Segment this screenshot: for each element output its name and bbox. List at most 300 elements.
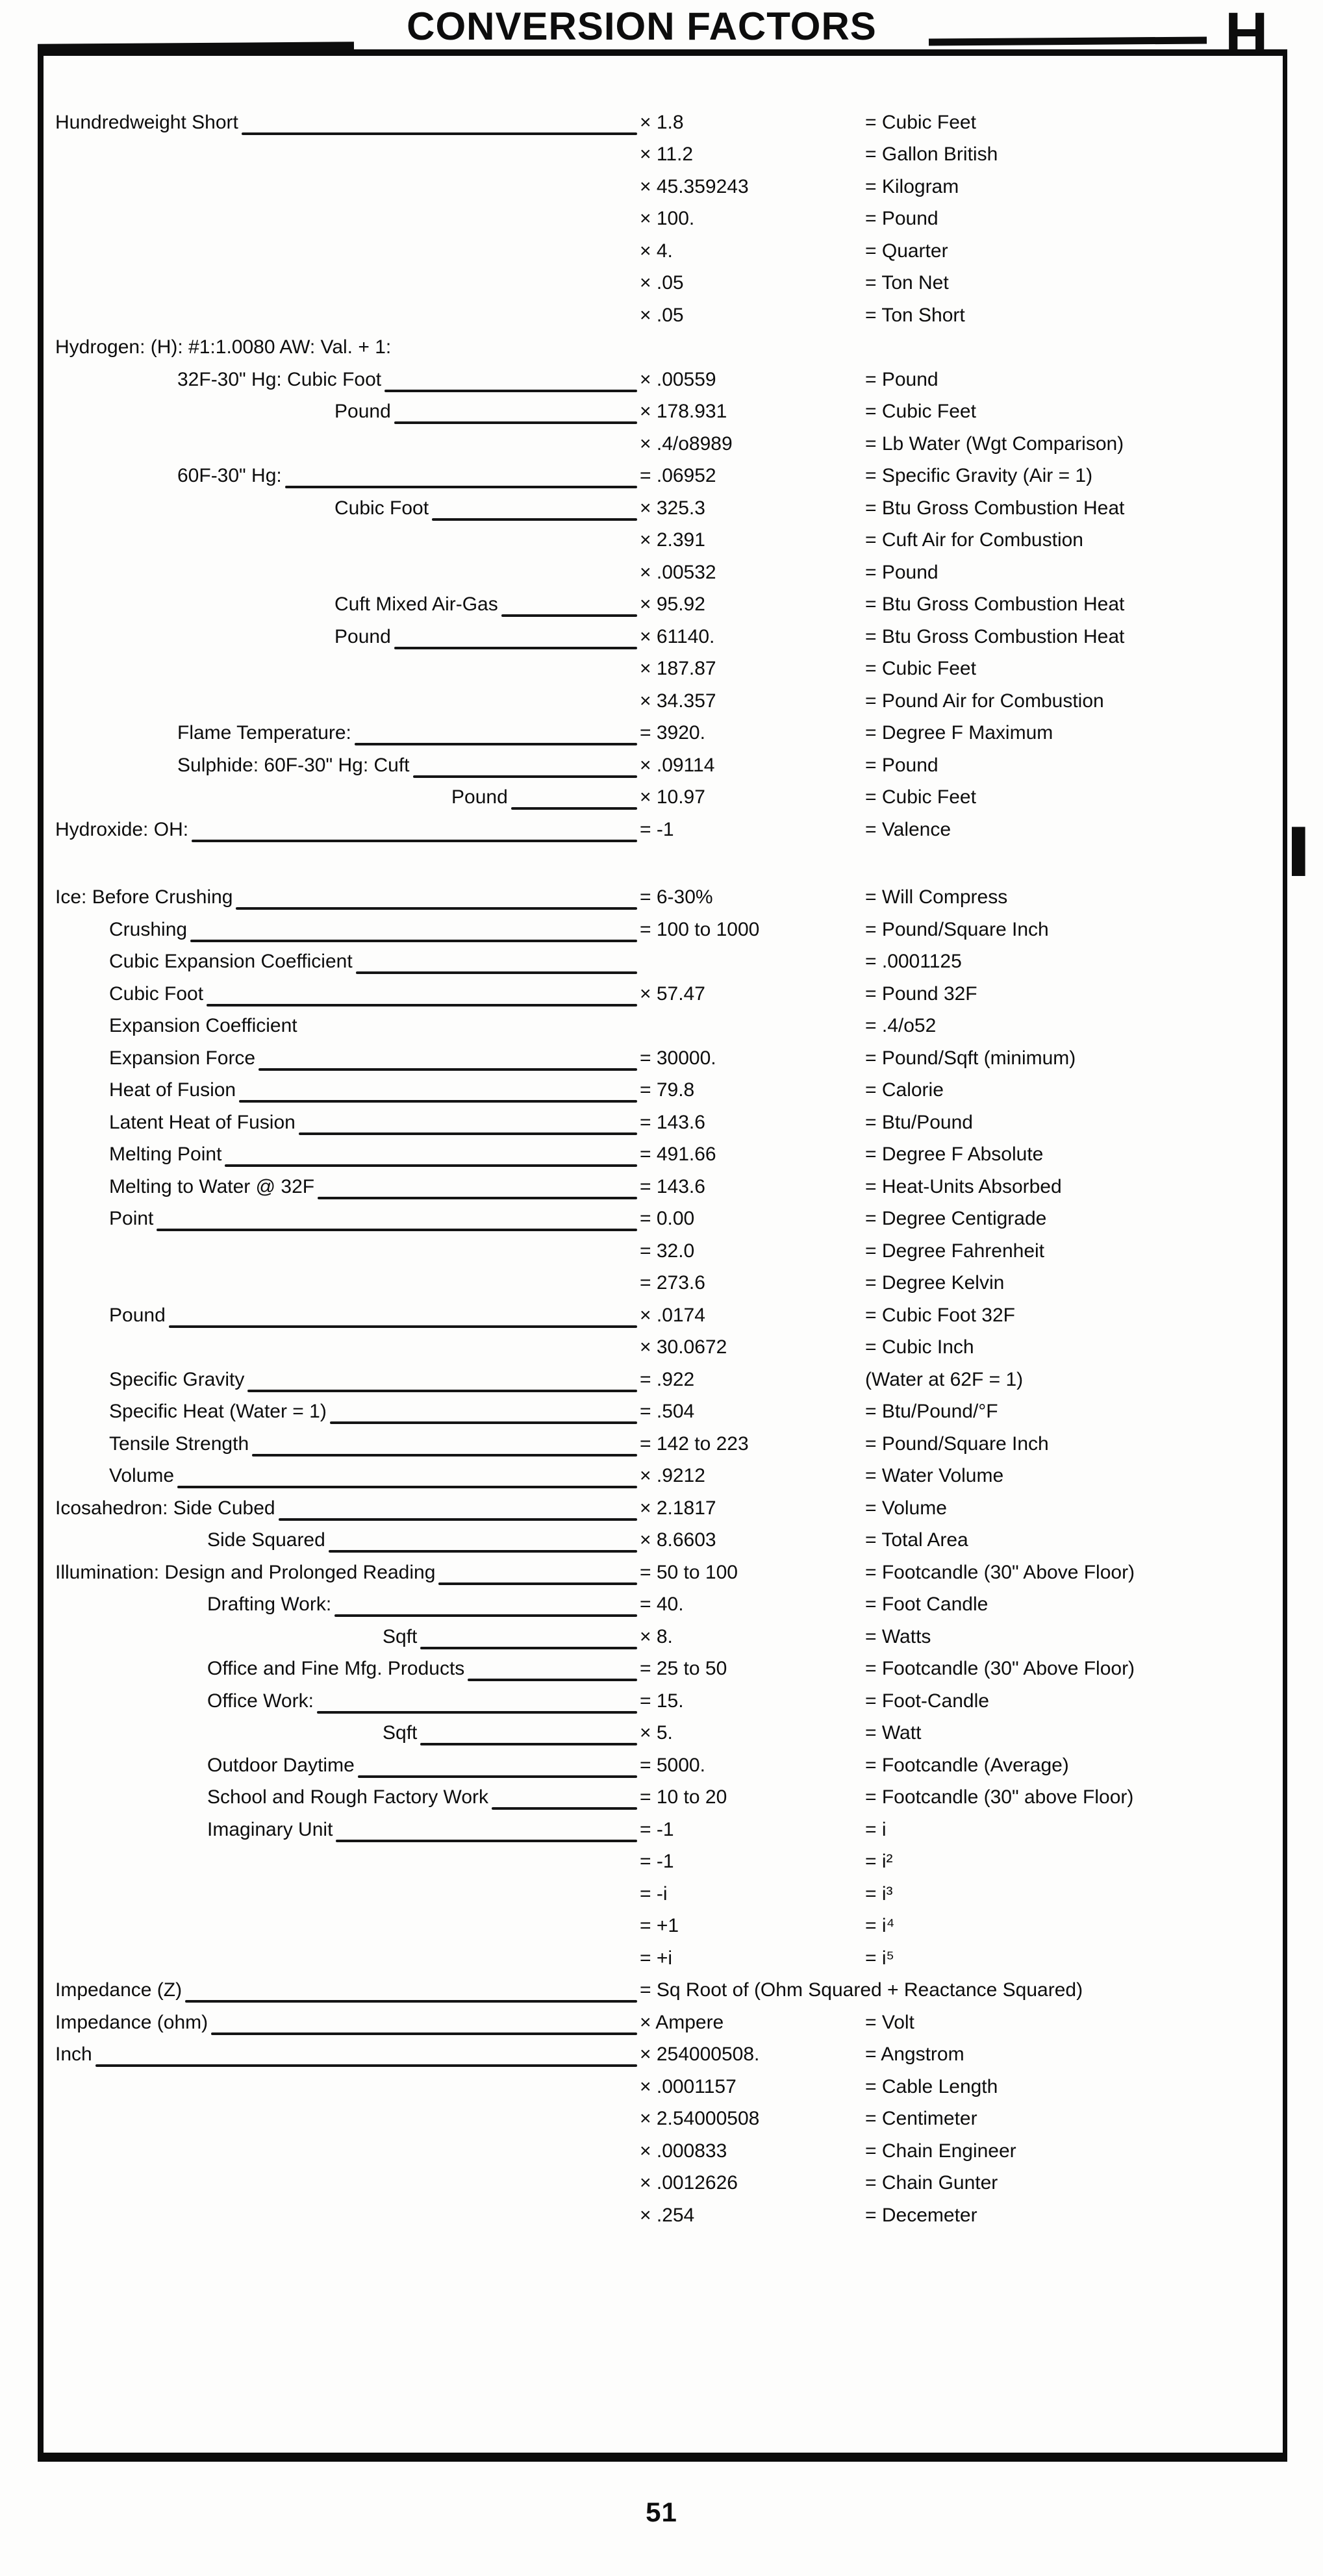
row-factor-value: = 10 to 20 xyxy=(640,1786,727,1808)
row-result-unit: = Degree Kelvin xyxy=(865,1272,1005,1294)
leader-line xyxy=(55,1878,640,1910)
table-row xyxy=(55,396,1283,429)
row-label-zone xyxy=(55,1557,640,1589)
row-label-zone xyxy=(55,1846,640,1879)
row-label-zone xyxy=(55,1428,640,1460)
row-result-unit: = Volt xyxy=(865,2011,914,2033)
table-row xyxy=(55,882,1283,914)
leader-line xyxy=(203,978,640,1010)
row-factor-value: × 10.97 xyxy=(640,786,705,808)
table-row xyxy=(55,1782,1283,1814)
table-row xyxy=(55,2039,1283,2071)
table-row xyxy=(55,2007,1283,2039)
row-label-zone xyxy=(55,1621,640,1653)
row-factor-value: = 100 to 1000 xyxy=(640,918,760,940)
leader-line xyxy=(498,589,640,621)
row-factor-value: = 30000. xyxy=(640,1047,716,1069)
row-label-zone xyxy=(55,1299,640,1332)
row-label-zone xyxy=(55,1589,640,1621)
row-result-unit: = Btu/Pound/°F xyxy=(865,1401,998,1423)
table-row xyxy=(55,428,1283,460)
row-factor-value: × 61140. xyxy=(640,625,715,647)
leader-line xyxy=(55,1268,640,1300)
row-result-unit: = Btu Gross Combustion Heat xyxy=(865,497,1125,519)
row-result-unit: = Angstrom xyxy=(865,2044,964,2066)
leader-line xyxy=(381,364,640,396)
row-result-unit: = Cubic Inch xyxy=(865,1336,974,1358)
index-letter-h: H xyxy=(1225,1,1268,67)
row-factor-value: × .9212 xyxy=(640,1465,705,1487)
row-result-unit: = Will Compress xyxy=(865,886,1008,908)
leader-line xyxy=(249,1428,640,1460)
row-label-zone xyxy=(55,1782,640,1814)
row-label-zone xyxy=(55,1396,640,1429)
row-label: Pound xyxy=(334,401,391,423)
row-factor-value: = -1 xyxy=(640,1818,674,1840)
row-factor-value: × 1.8 xyxy=(640,111,684,133)
row-label-zone xyxy=(55,749,640,782)
table-row xyxy=(55,1685,1283,1718)
row-result-unit: = Watts xyxy=(865,1625,931,1647)
row-label: Ice: Before Crushing xyxy=(55,886,233,908)
row-label: Flame Temperature: xyxy=(177,722,351,744)
row-factor-value: × 325.3 xyxy=(640,497,705,519)
row-factor-value: = 79.8 xyxy=(640,1079,695,1101)
row-label-zone xyxy=(55,1332,640,1364)
leader-line xyxy=(174,1460,640,1493)
row-label-zone xyxy=(55,782,640,814)
row-label-zone xyxy=(55,1942,640,1975)
row-factor-value: × .0012626 xyxy=(640,2172,738,2194)
row-label-zone xyxy=(55,492,640,525)
row-label: Imaginary Unit xyxy=(207,1818,333,1840)
leader-line xyxy=(325,1525,640,1557)
row-factor-value: = .06952 xyxy=(640,465,716,487)
row-label-zone xyxy=(55,460,640,493)
leader-line xyxy=(314,1171,640,1203)
table-row xyxy=(55,203,1283,236)
row-factor-value: = 32.0 xyxy=(640,1240,695,1262)
row-factor-value: = Sq Root of (Ohm Squared + Reactance Squared) xyxy=(640,1979,1083,2001)
row-factor-value: × .4/o8989 xyxy=(640,432,733,455)
table-row xyxy=(55,268,1283,300)
leader-line xyxy=(391,332,640,364)
table-row xyxy=(55,589,1283,621)
leader-line xyxy=(55,203,640,236)
row-factor-value: × 2.391 xyxy=(640,529,705,551)
row-label: Volume xyxy=(109,1465,175,1487)
row-result-unit: = Pound Air for Combustion xyxy=(865,690,1104,712)
row-result-unit: = Degree F Absolute xyxy=(865,1144,1044,1166)
table-row xyxy=(55,1332,1283,1364)
row-label-zone xyxy=(55,1685,640,1718)
row-result-unit: = Pound xyxy=(865,208,939,230)
table-row xyxy=(55,914,1283,946)
row-factor-value: × 45.359243 xyxy=(640,175,749,197)
table-row xyxy=(55,492,1283,525)
row-label: Impedance (Z) xyxy=(55,1979,183,2001)
table-row xyxy=(55,1589,1283,1621)
row-factor-value: × 4. xyxy=(640,240,673,262)
row-label-zone xyxy=(55,556,640,589)
row-label-zone xyxy=(55,978,640,1010)
row-result-unit: = Foot-Candle xyxy=(865,1690,989,1712)
row-label-zone xyxy=(55,1910,640,1943)
row-label-zone xyxy=(55,589,640,621)
row-result-unit: = Degree Fahrenheit xyxy=(865,1240,1045,1262)
row-factor-value: × .05 xyxy=(640,304,684,326)
leader-line xyxy=(92,2039,640,2071)
row-result-unit: = Lb Water (Wgt Comparison) xyxy=(865,432,1124,455)
table-row xyxy=(55,621,1283,653)
table-row xyxy=(55,1010,1283,1043)
row-result-unit: = i³ xyxy=(865,1882,893,1905)
row-label: Office Work: xyxy=(207,1690,314,1712)
row-label-zone xyxy=(55,1107,640,1139)
table-row xyxy=(55,1428,1283,1460)
row-label-zone xyxy=(55,235,640,268)
leader-line xyxy=(55,171,640,203)
table-row xyxy=(55,1621,1283,1653)
row-factor-value: = 6-30% xyxy=(640,886,713,908)
row-label-zone xyxy=(55,2007,640,2039)
table-row xyxy=(55,364,1283,396)
table-row xyxy=(55,106,1283,139)
row-result-unit: = Btu Gross Combustion Heat xyxy=(865,625,1125,647)
row-label-zone xyxy=(55,1814,640,1846)
row-label: Tensile Strength xyxy=(109,1432,249,1455)
table-row xyxy=(55,1718,1283,1750)
leader-line xyxy=(55,556,640,589)
leader-line xyxy=(391,396,640,429)
row-label: Expansion Coefficient xyxy=(109,1015,297,1037)
table-row xyxy=(55,556,1283,589)
table-row xyxy=(55,2103,1283,2136)
row-result-unit: = Btu/Pound xyxy=(865,1111,973,1133)
row-factor-value: = .504 xyxy=(640,1401,695,1423)
row-label-zone xyxy=(55,396,640,429)
row-result-unit: = Pound/Square Inch xyxy=(865,1432,1049,1455)
row-result-unit: = i⁵ xyxy=(865,1947,894,1969)
table-row xyxy=(55,1075,1283,1107)
page-number: 51 xyxy=(646,2497,677,2527)
row-result-unit: = Heat-Units Absorbed xyxy=(865,1175,1062,1197)
table-row xyxy=(55,2199,1283,2232)
leader-line xyxy=(233,882,640,914)
row-label-zone xyxy=(55,203,640,236)
row-result-unit: = i⁴ xyxy=(865,1915,895,1937)
row-result-unit: = Cubic Feet xyxy=(865,658,976,680)
row-label-zone xyxy=(55,2103,640,2136)
table-row xyxy=(55,1942,1283,1975)
row-result-unit: = Degree F Maximum xyxy=(865,722,1053,744)
row-factor-value: × .00532 xyxy=(640,561,716,583)
row-label-zone xyxy=(55,914,640,946)
table-row xyxy=(55,1749,1283,1782)
row-result-unit: = i xyxy=(865,1818,887,1840)
row-label: Drafting Work: xyxy=(207,1594,332,1616)
table-row xyxy=(55,946,1283,979)
row-result-unit: = Cubic Feet xyxy=(865,401,976,423)
row-label: Sulphide: 60F-30" Hg: Cuft xyxy=(177,754,410,776)
row-factor-value: = +i xyxy=(640,1947,673,1969)
row-label: Pound xyxy=(109,1304,166,1326)
leader-line xyxy=(55,428,640,460)
leader-line xyxy=(410,749,640,782)
row-label: Cubic Foot xyxy=(334,497,429,519)
leader-line xyxy=(244,1364,640,1396)
leader-line xyxy=(417,1718,640,1750)
row-factor-value: = -i xyxy=(640,1882,668,1905)
row-result-unit: = Pound 32F xyxy=(865,982,977,1005)
table-row xyxy=(55,2168,1283,2200)
row-factor-value: × 100. xyxy=(640,208,695,230)
row-label: Pound xyxy=(451,786,508,808)
leader-line xyxy=(55,2103,640,2136)
leader-line xyxy=(188,814,640,846)
row-label-zone xyxy=(55,1235,640,1268)
row-label-zone xyxy=(55,1718,640,1750)
row-label: Office and Fine Mfg. Products xyxy=(207,1658,465,1680)
row-factor-value: = 0.00 xyxy=(640,1208,695,1230)
leader-line xyxy=(238,106,640,139)
row-label: Crushing xyxy=(109,918,188,940)
leader-line xyxy=(187,914,640,946)
table-row xyxy=(55,1910,1283,1943)
row-factor-value: × 95.92 xyxy=(640,594,705,616)
row-label: Icosahedron: Side Cubed xyxy=(55,1497,275,1519)
leader-line xyxy=(55,2199,640,2232)
row-factor-value: = -1 xyxy=(640,818,674,840)
row-label: Illumination: Design and Prolonged Reading xyxy=(55,1561,436,1583)
leader-line xyxy=(55,1235,640,1268)
table-row xyxy=(55,1814,1283,1846)
row-label: Inch xyxy=(55,2044,92,2066)
leader-line xyxy=(55,653,640,686)
row-label-zone xyxy=(55,139,640,171)
row-result-unit: = Watt xyxy=(865,1722,922,1744)
row-label-zone xyxy=(55,2199,640,2232)
leader-line xyxy=(55,1942,640,1975)
leader-line xyxy=(429,492,640,525)
leader-line xyxy=(55,2071,640,2103)
row-result-unit: = Degree Centigrade xyxy=(865,1208,1047,1230)
row-label: Point xyxy=(109,1208,154,1230)
table-row xyxy=(55,1107,1283,1139)
table-row xyxy=(55,978,1283,1010)
leader-line xyxy=(275,1492,640,1525)
row-label-zone xyxy=(55,1460,640,1493)
row-result-unit: = Quarter xyxy=(865,240,948,262)
row-label: Expansion Force xyxy=(109,1047,256,1069)
row-result-unit: = Gallon British xyxy=(865,144,998,166)
row-factor-value: × .0001157 xyxy=(640,2075,737,2097)
row-factor-value: × .05 xyxy=(640,272,684,294)
table-row xyxy=(55,1557,1283,1589)
leader-line xyxy=(55,268,640,300)
leader-line xyxy=(314,1685,640,1718)
row-factor-value: = 40. xyxy=(640,1594,684,1616)
row-result-unit: = Kilogram xyxy=(865,175,959,197)
row-result-unit: = Water Volume xyxy=(865,1465,1004,1487)
row-label: Latent Heat of Fusion xyxy=(109,1111,296,1133)
leader-line xyxy=(391,621,640,653)
row-factor-value: = 143.6 xyxy=(640,1111,705,1133)
row-factor-value: × 2.54000508 xyxy=(640,2108,760,2130)
row-factor-value: × 34.357 xyxy=(640,690,716,712)
table-row xyxy=(55,1975,1283,2007)
row-result-unit: = Chain Engineer xyxy=(865,2140,1016,2162)
table-row xyxy=(55,2071,1283,2103)
row-label-zone xyxy=(55,332,640,364)
table-row xyxy=(55,460,1283,493)
leader-line xyxy=(55,235,640,268)
leader-line xyxy=(55,299,640,332)
row-label-zone xyxy=(55,2168,640,2200)
row-label-zone xyxy=(55,1042,640,1075)
row-label-zone xyxy=(55,2071,640,2103)
conversion-table xyxy=(55,106,1283,2232)
table-row xyxy=(55,653,1283,686)
row-factor-value: = -1 xyxy=(640,1851,674,1873)
row-label-zone xyxy=(55,1878,640,1910)
table-row xyxy=(55,1299,1283,1332)
row-label-zone xyxy=(55,2135,640,2168)
leader-line xyxy=(353,946,640,979)
row-result-unit: = Cuft Air for Combustion xyxy=(865,529,1083,551)
leader-line xyxy=(255,1042,640,1075)
row-factor-value: × 8.6603 xyxy=(640,1529,716,1551)
table-row xyxy=(55,814,1283,846)
leader-line xyxy=(331,1589,640,1621)
leader-line xyxy=(166,1299,640,1332)
row-result-unit: = Volume xyxy=(865,1497,947,1519)
row-factor-value: × .254 xyxy=(640,2204,695,2226)
row-label: Side Squared xyxy=(207,1529,325,1551)
row-label-zone xyxy=(55,814,640,846)
table-row xyxy=(55,1878,1283,1910)
table-row xyxy=(55,1203,1283,1236)
row-label-zone xyxy=(55,685,640,718)
row-factor-value: × .00559 xyxy=(640,368,716,390)
row-label-zone xyxy=(55,1749,640,1782)
table-row xyxy=(55,1396,1283,1429)
row-factor-value: × 57.47 xyxy=(640,982,705,1005)
row-result-unit: = Total Area xyxy=(865,1529,968,1551)
row-label-zone xyxy=(55,653,640,686)
row-label-zone xyxy=(55,1139,640,1171)
leader-line xyxy=(282,460,640,493)
row-result-unit: = Valence xyxy=(865,818,951,840)
leader-line xyxy=(435,1557,640,1589)
row-label: Specific Gravity xyxy=(109,1368,245,1390)
row-result-unit: = Ton Short xyxy=(865,304,965,326)
row-factor-value: × 178.931 xyxy=(640,401,727,423)
row-label-zone xyxy=(55,2039,640,2071)
row-label: Hundredweight Short xyxy=(55,111,238,133)
table-row xyxy=(55,782,1283,814)
row-label-zone xyxy=(55,718,640,750)
row-label-zone xyxy=(55,1525,640,1557)
row-label-zone xyxy=(55,171,640,203)
leader-line xyxy=(153,1203,640,1236)
leader-line xyxy=(508,782,640,814)
row-factor-value: × .000833 xyxy=(640,2140,727,2162)
row-label-zone xyxy=(55,1010,640,1043)
row-factor-value: × 254000508. xyxy=(640,2044,760,2066)
row-label-zone xyxy=(55,1653,640,1686)
row-result-unit: = Footcandle (30" Above Floor) xyxy=(865,1658,1135,1680)
row-factor-value: × 8. xyxy=(640,1625,673,1647)
row-label: Hydrogen: (H): #1:1.0080 AW: Val. + 1: xyxy=(55,336,392,358)
row-factor-value: × .09114 xyxy=(640,754,715,776)
table-row xyxy=(55,1846,1283,1879)
row-factor-value: = 50 to 100 xyxy=(640,1561,738,1583)
leader-line xyxy=(55,1846,640,1879)
leader-line xyxy=(327,1396,640,1429)
row-label: Sqft xyxy=(383,1625,418,1647)
table-row xyxy=(55,235,1283,268)
table-row xyxy=(55,1171,1283,1203)
row-result-unit: = i² xyxy=(865,1851,893,1873)
row-label-zone xyxy=(55,364,640,396)
row-result-unit: = Btu Gross Combustion Heat xyxy=(865,594,1125,616)
row-result-unit: = Footcandle (Average) xyxy=(865,1754,1069,1776)
row-label: Hydroxide: OH: xyxy=(55,818,189,840)
table-row xyxy=(55,2135,1283,2168)
page-title: CONVERSION FACTORS xyxy=(407,5,877,48)
row-factor-value: = +1 xyxy=(640,1915,679,1937)
row-label-zone xyxy=(55,299,640,332)
index-letter-i: I xyxy=(1285,812,1312,892)
row-result-unit: = Footcandle (30" Above Floor) xyxy=(865,1561,1135,1583)
row-factor-value: = 142 to 223 xyxy=(640,1432,749,1455)
row-factor-value: × 30.0672 xyxy=(640,1336,727,1358)
row-label-zone xyxy=(55,1075,640,1107)
row-factor-value: × 2.1817 xyxy=(640,1497,716,1519)
row-label-zone xyxy=(55,106,640,139)
row-result-unit: = Pound/Square Inch xyxy=(865,918,1049,940)
row-result-unit: = Pound xyxy=(865,368,939,390)
row-label-zone xyxy=(55,1364,640,1396)
row-factor-value: = 143.6 xyxy=(640,1175,705,1197)
row-label: 60F-30" Hg: xyxy=(177,465,282,487)
row-factor-value: = 25 to 50 xyxy=(640,1658,727,1680)
leader-line xyxy=(488,1782,640,1814)
row-factor-value: = 491.66 xyxy=(640,1144,716,1166)
table-row xyxy=(55,171,1283,203)
row-label-zone xyxy=(55,525,640,557)
row-label: 32F-30" Hg: Cubic Foot xyxy=(177,368,382,390)
leader-line xyxy=(55,1332,640,1364)
row-factor-value: × 5. xyxy=(640,1722,673,1744)
row-label: Melting to Water @ 32F xyxy=(109,1175,315,1197)
row-result-unit: (Water at 62F = 1) xyxy=(865,1368,1024,1390)
table-row xyxy=(55,139,1283,171)
table-row xyxy=(55,299,1283,332)
row-result-unit: = Cable Length xyxy=(865,2075,998,2097)
row-label-zone xyxy=(55,428,640,460)
leader-line xyxy=(297,1010,640,1043)
table-row xyxy=(55,525,1283,557)
row-label: Specific Heat (Water = 1) xyxy=(109,1401,327,1423)
table-row xyxy=(55,749,1283,782)
row-factor-value: × .0174 xyxy=(640,1304,705,1326)
row-result-unit: = Specific Gravity (Air = 1) xyxy=(865,465,1093,487)
leader-line xyxy=(55,685,640,718)
leader-line xyxy=(333,1814,640,1846)
row-label: Cuft Mixed Air-Gas xyxy=(334,594,498,616)
